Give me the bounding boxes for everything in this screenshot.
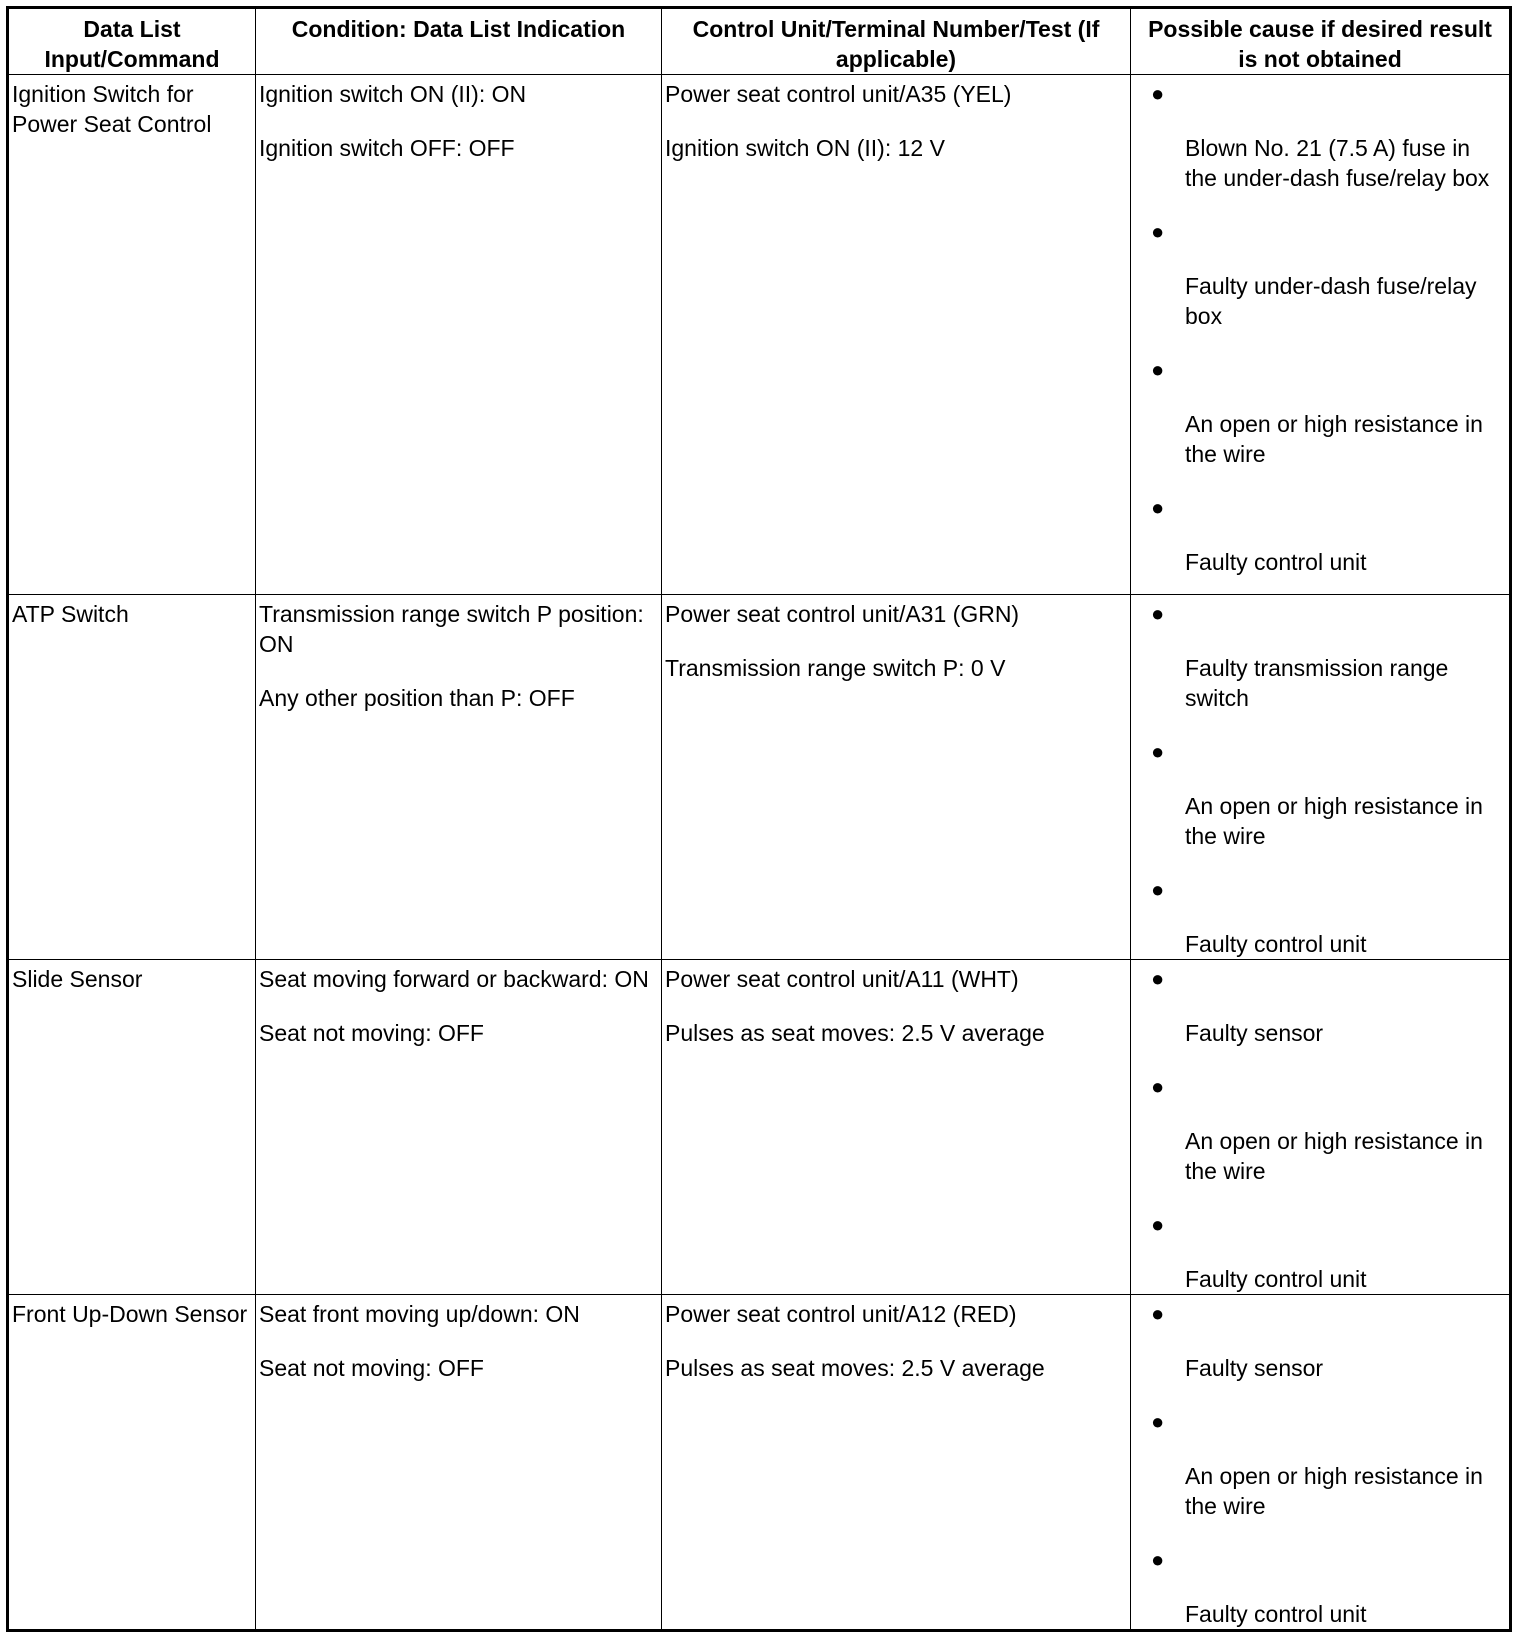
terminal-text: Pulses as seat moves: 2.5 V average [665,1020,1045,1046]
cause-text: Blown No. 21 (7.5 A) fuse in the under-dash fuse/relay box [1185,135,1490,191]
terminal-text: Power seat control unit/A12 (RED) [665,1301,1017,1327]
terminal-cell [662,1295,1131,1631]
cause-item [1131,1545,1509,1629]
cause-text: An open or high resistance in the wire [1185,1463,1483,1519]
condition-text: Seat not moving: OFF [259,1020,484,1046]
bullet-icon: ● [1151,1409,1165,1434]
terminal-cell [662,595,1131,960]
input-command-cell [8,595,256,960]
header-input-command: Data List Input/Command [8,8,256,75]
condition-cell [256,75,662,595]
bullet-icon: ● [1151,81,1165,106]
cause-item [1131,1299,1509,1383]
condition-text: Seat moving forward or backward: ON [259,966,649,992]
data-list-table [6,6,1512,1632]
bullet-icon: ● [1151,877,1165,902]
cause-item [1131,737,1509,851]
bullet-icon: ● [1151,1074,1165,1099]
condition-text: Seat front moving up/down: ON [259,1301,580,1327]
cause-item [1131,79,1509,193]
cause-text: An open or high resistance in the wire [1185,411,1483,467]
cause-item [1131,217,1509,331]
cause-item [1131,964,1509,1048]
input-command-cell [8,960,256,1295]
condition-text: Transmission range switch P position: ON [259,601,644,657]
bullet-icon: ● [1151,1212,1165,1237]
cause-text: Faulty sensor [1185,1355,1324,1381]
bullet-icon: ● [1151,1301,1165,1326]
bullet-icon: ● [1151,219,1165,244]
cause-item [1131,493,1509,577]
input-command-text: Slide Sensor [12,966,143,992]
header-row [8,8,1511,75]
terminal-cell [662,960,1131,1295]
cause-item [1131,1072,1509,1186]
bullet-icon: ● [1151,357,1165,382]
terminal-text: Power seat control unit/A11 (WHT) [665,966,1019,992]
table-row [8,75,1511,595]
header-terminal-test: Control Unit/Terminal Number/Test (If applicable) [662,8,1131,75]
bullet-icon: ● [1151,601,1165,626]
input-command-text: Front Up-Down Sensor [12,1301,248,1327]
cause-item [1131,599,1509,713]
terminal-text: Transmission range switch P: 0 V [665,655,1006,681]
cause-text: An open or high resistance in the wire [1185,793,1483,849]
table-row [8,1295,1511,1631]
cause-cell [1131,1295,1511,1631]
cause-cell [1131,75,1511,595]
cause-item [1131,1407,1509,1521]
cause-item [1131,875,1509,959]
cause-cell [1131,960,1511,1295]
terminal-cell [662,75,1131,595]
condition-text: Ignition switch ON (II): ON [259,81,527,107]
cause-text: Faulty transmission range switch [1185,655,1449,711]
table-row [8,595,1511,960]
terminal-text: Pulses as seat moves: 2.5 V average [665,1355,1045,1381]
input-command-cell [8,75,256,595]
bullet-icon: ● [1151,1547,1165,1572]
condition-cell [256,960,662,1295]
cause-text: An open or high resistance in the wire [1185,1128,1483,1184]
cause-item [1131,1210,1509,1294]
cause-item [1131,355,1509,469]
condition-cell [256,1295,662,1631]
condition-text: Any other position than P: OFF [259,685,575,711]
table-row [8,960,1511,1295]
terminal-text: Power seat control unit/A31 (GRN) [665,601,1020,627]
bullet-icon: ● [1151,495,1165,520]
terminal-text: Ignition switch ON (II): 12 V [665,135,945,161]
cause-text: Faulty control unit [1185,1266,1367,1292]
condition-text: Seat not moving: OFF [259,1355,484,1381]
cause-text: Faulty under-dash fuse/relay box [1185,273,1477,329]
cause-text: Faulty control unit [1185,931,1367,957]
bullet-icon: ● [1151,739,1165,764]
input-command-text: ATP Switch [12,601,129,627]
header-condition: Condition: Data List Indication [256,8,662,75]
header-possible-cause: Possible cause if desired result is not obtained [1131,8,1511,75]
cause-text: Faulty control unit [1185,1601,1367,1627]
cause-text: Faulty control unit [1185,549,1367,575]
condition-text: Ignition switch OFF: OFF [259,135,515,161]
terminal-text: Power seat control unit/A35 (YEL) [665,81,1012,107]
cause-cell [1131,595,1511,960]
condition-cell [256,595,662,960]
cause-text: Faulty sensor [1185,1020,1324,1046]
input-command-text: Ignition Switch for Power Seat Control [12,81,212,137]
input-command-cell [8,1295,256,1631]
bullet-icon: ● [1151,966,1165,991]
